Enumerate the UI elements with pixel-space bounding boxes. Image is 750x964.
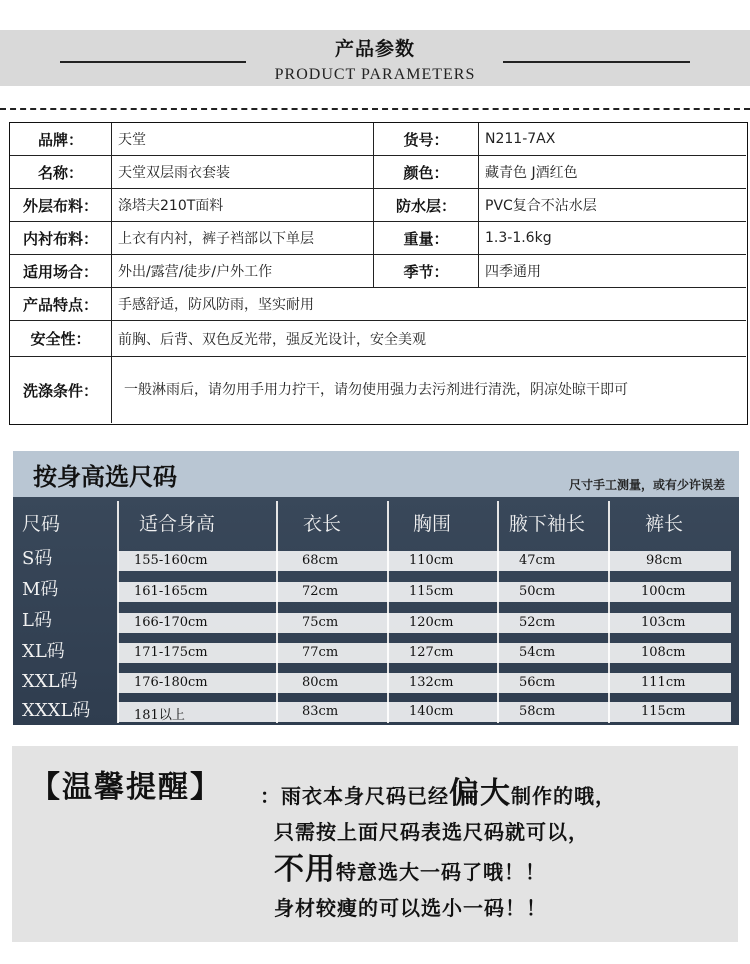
title-divider-right — [503, 61, 690, 63]
reminder-line-3-end: 特意选大一码了哦！！ — [336, 860, 546, 884]
sku-label: 货号： — [374, 123, 479, 156]
outer-fabric-label: 外层布料： — [10, 189, 112, 222]
reminder-emphasis-oversized: 偏大 — [449, 776, 511, 811]
header-sleeve: 腋下袖长 — [509, 513, 586, 535]
cell-pants: 98cm — [646, 553, 683, 568]
size-row-label: S码 — [22, 548, 53, 569]
season-value: 四季通用 — [479, 255, 746, 288]
cell-height: 166-170cm — [134, 615, 208, 630]
cell-sleeve: 50cm — [519, 584, 556, 599]
header-size: 尺码 — [22, 513, 61, 535]
cell-length: 72cm — [302, 584, 339, 599]
cell-height: 176-180cm — [134, 675, 208, 690]
cell-chest: 132cm — [409, 675, 454, 690]
size-chart — [13, 451, 739, 725]
name-value: 天堂双层雨衣套装 — [112, 156, 374, 189]
lining-label: 内衬布料： — [10, 222, 112, 255]
features-value: 手感舒适，防风防雨，坚实耐用 — [112, 288, 746, 321]
cell-length: 80cm — [302, 675, 339, 690]
cell-height: 181以上 — [134, 708, 185, 723]
size-chart-title: 按身高选尺码 — [33, 463, 177, 491]
reminder-line-1 — [260, 768, 616, 812]
cell-height: 161-165cm — [134, 584, 208, 599]
cell-sleeve: 56cm — [519, 675, 556, 690]
cell-length: 83cm — [302, 704, 339, 719]
color-value: 藏青色 J酒红色 — [479, 156, 746, 189]
cell-chest: 127cm — [409, 645, 454, 660]
cell-chest: 120cm — [409, 615, 454, 630]
cell-length: 75cm — [302, 615, 339, 630]
cell-length: 68cm — [302, 553, 339, 568]
sku-value: N211-7AX — [479, 123, 746, 156]
size-chart-note: 尺寸手工测量，或有少许误差 — [568, 478, 725, 492]
reminder-line-3 — [274, 844, 546, 888]
cell-chest: 110cm — [409, 553, 454, 568]
header-height: 适合身高 — [139, 513, 216, 535]
cell-height: 171-175cm — [134, 645, 208, 660]
cell-sleeve: 58cm — [519, 704, 556, 719]
occasion-value: 外出/露营/徒步/户外工作 — [112, 255, 374, 288]
cell-pants: 115cm — [641, 704, 686, 719]
weight-value: 1.3-1.6kg — [479, 222, 746, 255]
reminder-title: 【温馨提醒】 — [30, 770, 222, 805]
wash-label: 洗涤条件： — [10, 357, 112, 423]
header-length: 衣长 — [303, 513, 342, 535]
cell-pants: 103cm — [641, 615, 686, 630]
dashed-divider — [0, 108, 750, 110]
cell-height: 155-160cm — [134, 553, 208, 568]
safety-value: 前胸、后背、双色反光带，强反光设计，安全美观 — [112, 321, 746, 357]
size-row-label: XXXL码 — [22, 700, 91, 721]
section-title: 产品参数 — [334, 38, 415, 60]
reminder-line-2: 只需按上面尺码表选尺码就可以， — [274, 820, 589, 844]
reminder-line-4: 身材较瘦的可以选小一码！！ — [274, 896, 547, 920]
cell-pants: 100cm — [641, 584, 686, 599]
cell-sleeve: 54cm — [519, 645, 556, 660]
waterproof-label: 防水层： — [374, 189, 479, 222]
season-label: 季节： — [374, 255, 479, 288]
parameter-table — [9, 122, 748, 425]
cell-pants: 111cm — [641, 675, 686, 690]
features-label: 产品特点： — [10, 288, 112, 321]
size-row-label: L码 — [22, 610, 52, 631]
cell-pants: 108cm — [641, 645, 686, 660]
outer-fabric-value: 涤塔夫210T面料 — [112, 189, 374, 222]
safety-label: 安全性： — [10, 321, 112, 357]
reminder-line-1-start: ：雨衣本身尺码已经 — [260, 784, 449, 808]
wash-value: 一般淋雨后，请勿用手用力拧干，请勿使用强力去污剂进行清洗，阴凉处晾干即可 — [124, 381, 628, 398]
size-row-label: XL码 — [22, 641, 65, 662]
cell-sleeve: 52cm — [519, 615, 556, 630]
lining-value: 上衣有内衬，裤子裆部以下单层 — [112, 222, 374, 255]
waterproof-value: PVC复合不沾水层 — [479, 189, 746, 222]
section-header — [0, 30, 750, 86]
color-label: 颜色： — [374, 156, 479, 189]
size-row-label: M码 — [22, 579, 59, 600]
title-divider-left — [60, 61, 246, 63]
reminder-box — [12, 746, 738, 942]
name-label: 名称： — [10, 156, 112, 189]
cell-chest: 115cm — [409, 584, 454, 599]
size-chart-header — [13, 451, 739, 497]
brand-label: 品牌： — [10, 123, 112, 156]
header-chest: 胸围 — [413, 513, 452, 535]
cell-length: 77cm — [302, 645, 339, 660]
occasion-label: 适用场合： — [10, 255, 112, 288]
section-subtitle: PRODUCT PARAMETERS — [274, 66, 476, 83]
weight-label: 重量： — [374, 222, 479, 255]
size-row-label: XXL码 — [22, 671, 78, 692]
header-pants-length: 裤长 — [645, 513, 684, 535]
cell-chest: 140cm — [409, 704, 454, 719]
cell-sleeve: 47cm — [519, 553, 556, 568]
reminder-emphasis-no-need: 不用 — [274, 852, 336, 887]
brand-value: 天堂 — [112, 123, 374, 156]
reminder-line-1-end: 制作的哦， — [511, 784, 616, 808]
